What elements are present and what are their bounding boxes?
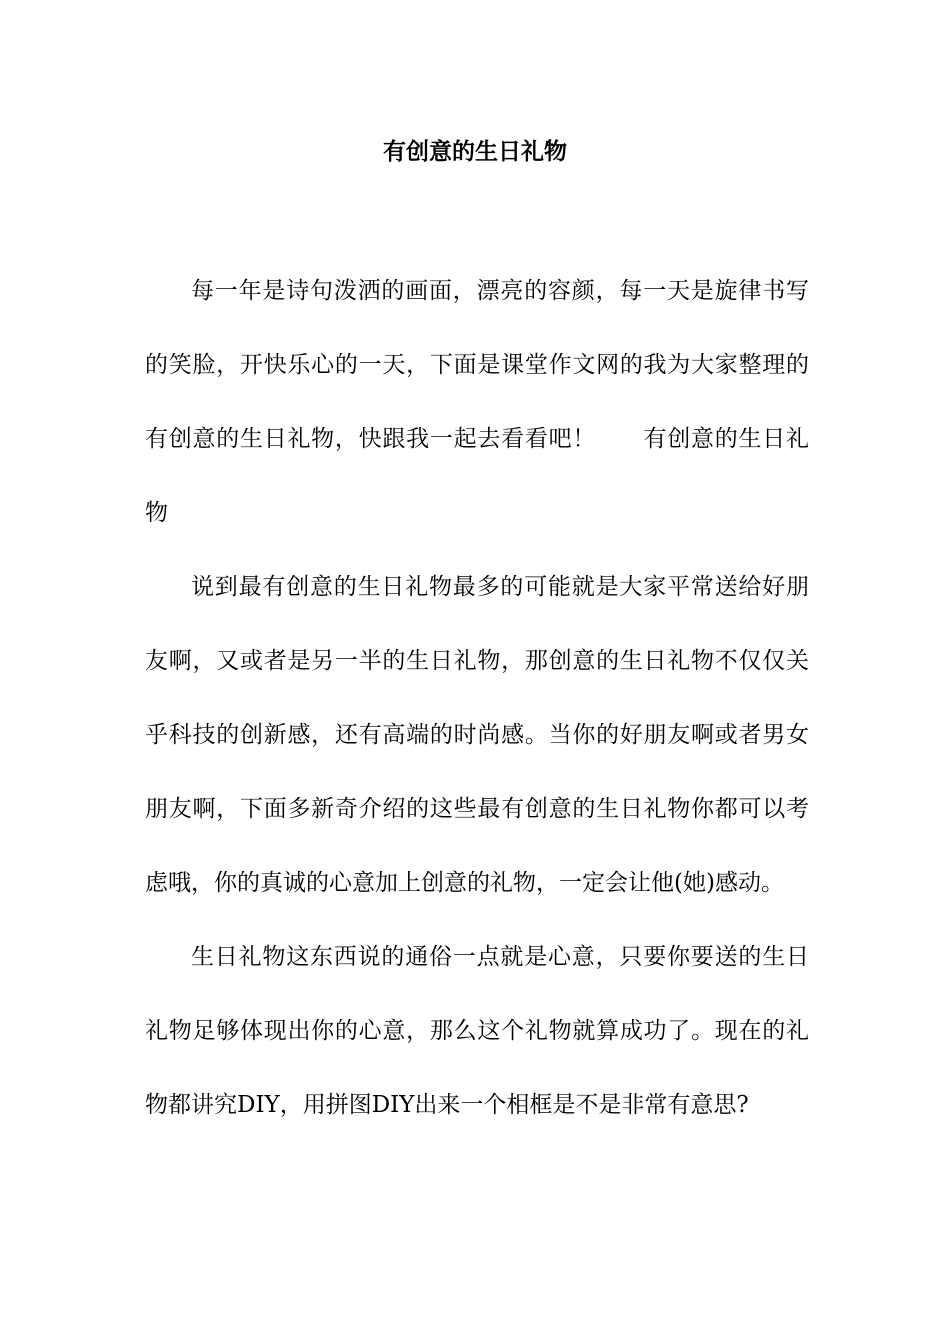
paragraph-2: 说到最有创意的生日礼物最多的可能就是大家平常送给好朋友啊，又或者是另一半的生日礼物，那创意的生日礼物不仅仅关乎科技的创新感，还有高端的时尚感。当你的好朋友啊或者男女朋友啊，下面多新奇介绍的这些最有创意的生日礼物你都可以考虑哦，你的真诚的心意加上创意的礼物，一定会让他(她)感动。 bbox=[145, 574, 809, 896]
paragraph-3: 生日礼物这东西说的通俗一点就是心意，只要你要送的生日礼物足够体现出你的心意，那么这个礼物就算成功了。现在的礼物都讲究DIY，用拼图DIY出来一个相框是不是非常有意思? bbox=[145, 944, 809, 1118]
paragraph-1: 每一年是诗句泼洒的画面，漂亮的容颜，每一天是旋律书写的笑脸，开快乐心的一天，下面是课堂作文网的我为大家整理的有创意的生日礼物，快跟我一起去看看吧！ 有创意的生日礼物 bbox=[145, 278, 809, 526]
document-body bbox=[145, 254, 809, 1142]
document-title: 有创意的生日礼物 bbox=[383, 139, 567, 165]
